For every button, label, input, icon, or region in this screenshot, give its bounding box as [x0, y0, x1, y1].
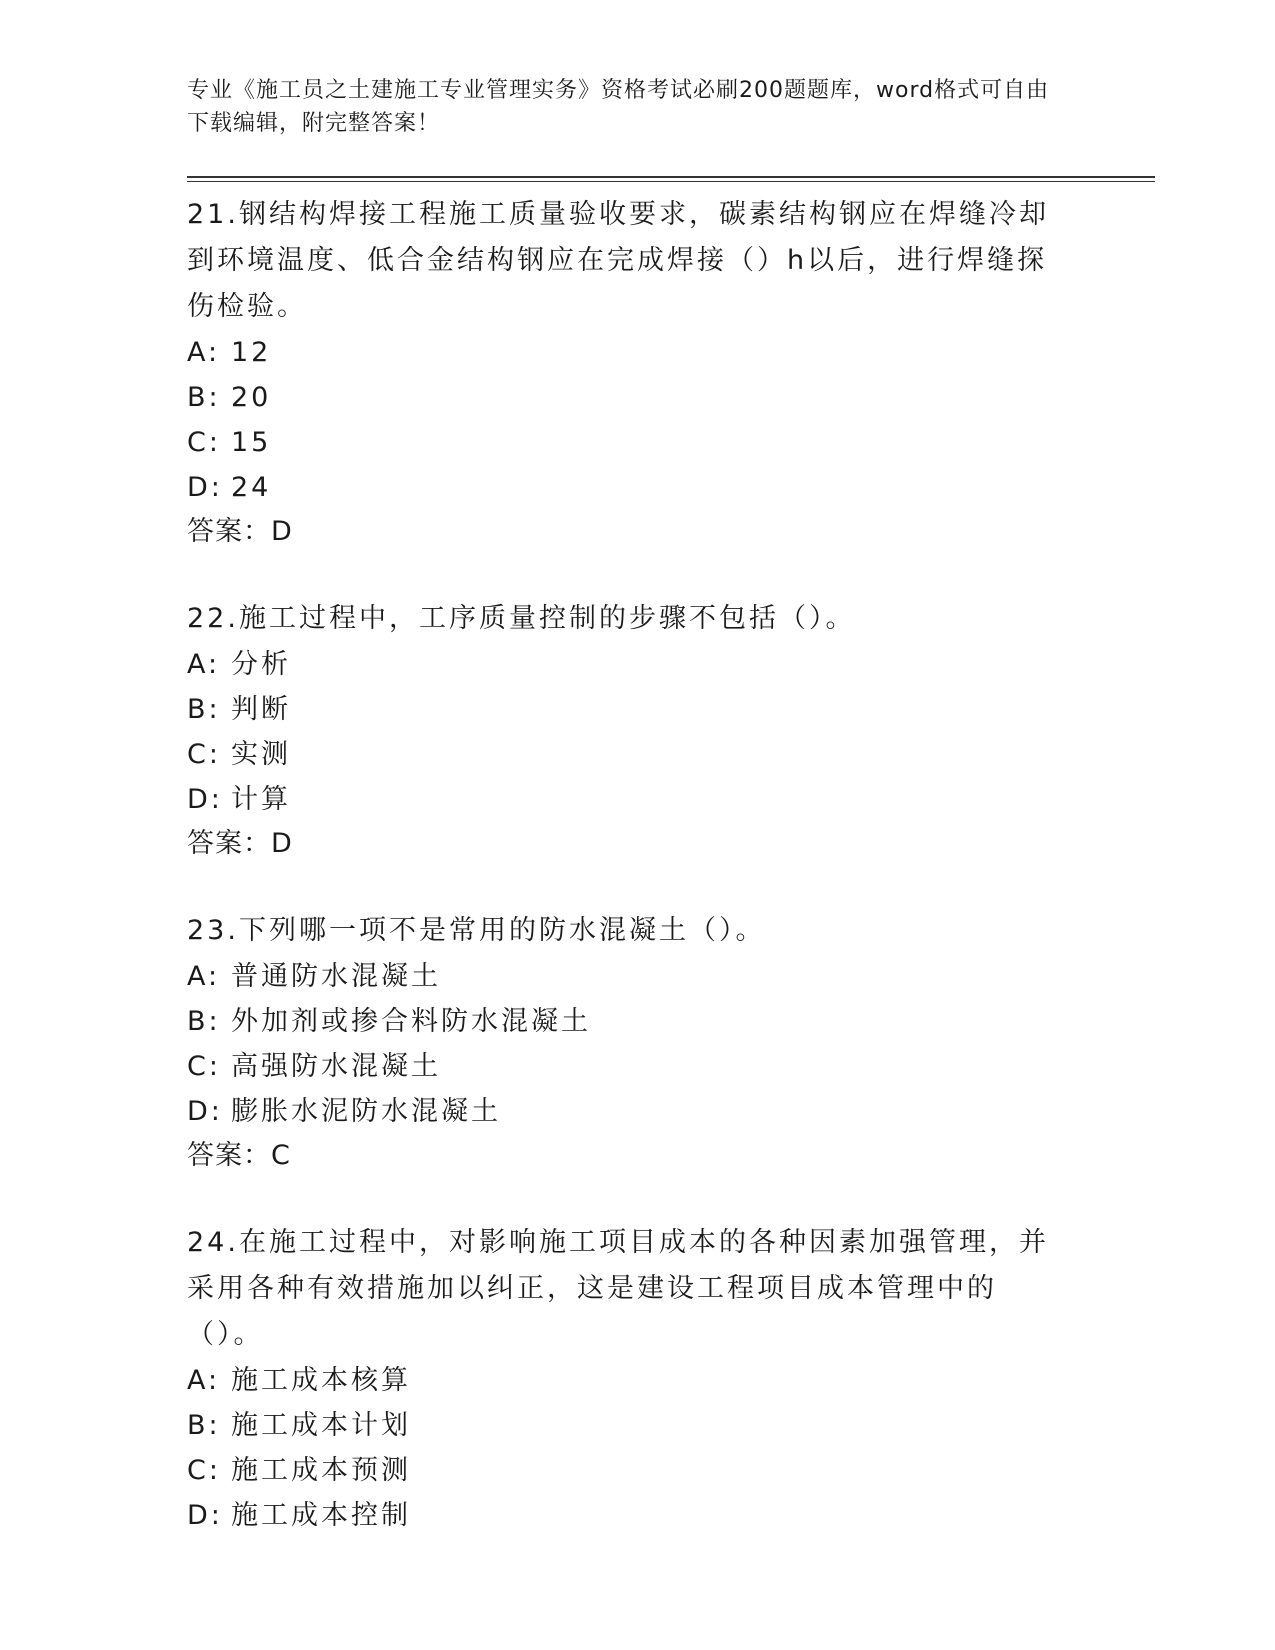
option-value: 施工成本核算: [231, 1365, 411, 1396]
option-label: A:: [187, 961, 221, 992]
option-b: [187, 1403, 1147, 1448]
option-value: 20: [231, 382, 272, 413]
option-b: [187, 687, 1147, 732]
option-a: [187, 954, 1147, 999]
option-value: 12: [231, 337, 272, 368]
answer-text: 答案：D: [187, 516, 293, 547]
question-21: [187, 192, 1147, 554]
option-value: 施工成本控制: [231, 1500, 411, 1531]
option-d: [187, 465, 1147, 510]
option-value: 24: [231, 472, 272, 503]
option-b: [187, 999, 1147, 1044]
header-divider-thick: [187, 176, 1155, 178]
header-divider-thin: [187, 181, 1155, 182]
document-header: 专业《施工员之土建施工专业管理实务》资格考试必刷200题题库，word格式可自由下载编辑，附完整答案！: [187, 78, 1050, 136]
option-value: 高强防水混凝土: [231, 1051, 441, 1082]
answer-text: 答案：D: [187, 828, 293, 859]
option-label: A:: [187, 649, 221, 680]
question-22: [187, 596, 1147, 866]
option-a: [187, 642, 1147, 687]
option-c: [187, 732, 1147, 777]
option-label: D:: [187, 1500, 223, 1531]
option-value: 普通防水混凝土: [231, 961, 441, 992]
option-c: [187, 1044, 1147, 1089]
option-label: A:: [187, 1365, 221, 1396]
option-label: D:: [187, 784, 223, 815]
option-label: C:: [187, 739, 221, 770]
option-label: D:: [187, 1096, 223, 1127]
answer-text: 答案：C: [187, 1140, 291, 1171]
option-label: B:: [187, 1006, 221, 1037]
option-a: [187, 330, 1147, 375]
option-label: B:: [187, 694, 221, 725]
option-label: B:: [187, 382, 221, 413]
question-23: [187, 908, 1147, 1178]
option-label: C:: [187, 1051, 221, 1082]
option-value: 膨胀水泥防水混凝土: [231, 1096, 501, 1127]
option-d: [187, 1089, 1147, 1134]
option-d: [187, 1493, 1147, 1538]
option-value: 实测: [231, 739, 291, 770]
option-d: [187, 777, 1147, 822]
option-a: [187, 1358, 1147, 1403]
question-list: [187, 192, 1147, 1538]
option-label: D:: [187, 472, 223, 503]
option-label: C:: [187, 1455, 221, 1486]
option-label: A:: [187, 337, 221, 368]
option-value: 计算: [231, 784, 291, 815]
option-label: B:: [187, 1410, 221, 1441]
question-text: 23.下列哪一项不是常用的防水混凝土（）。: [187, 915, 766, 946]
option-value: 15: [231, 427, 272, 458]
option-value: 外加剂或掺合料防水混凝土: [231, 1006, 591, 1037]
question-text: 21.钢结构焊接工程施工质量验收要求，碳素结构钢应在焊缝冷却到环境温度、低合金结构钢应在完成焊接（）h以后，进行焊缝探伤检验。: [187, 199, 1049, 322]
question-text: 24.在施工过程中，对影响施工项目成本的各种因素加强管理，并采用各种有效措施加以纠正，这是建设工程项目成本管理中的（）。: [187, 1227, 1049, 1350]
option-c: [187, 420, 1147, 465]
option-value: 分析: [231, 649, 291, 680]
document-page: [187, 74, 1147, 1580]
option-value: 施工成本计划: [231, 1410, 411, 1441]
option-b: [187, 375, 1147, 420]
option-value: 施工成本预测: [231, 1455, 411, 1486]
option-label: C:: [187, 427, 221, 458]
option-c: [187, 1448, 1147, 1493]
question-text: 22.施工过程中，工序质量控制的步骤不包括（）。: [187, 603, 856, 634]
question-24: [187, 1220, 1147, 1538]
option-value: 判断: [231, 694, 291, 725]
